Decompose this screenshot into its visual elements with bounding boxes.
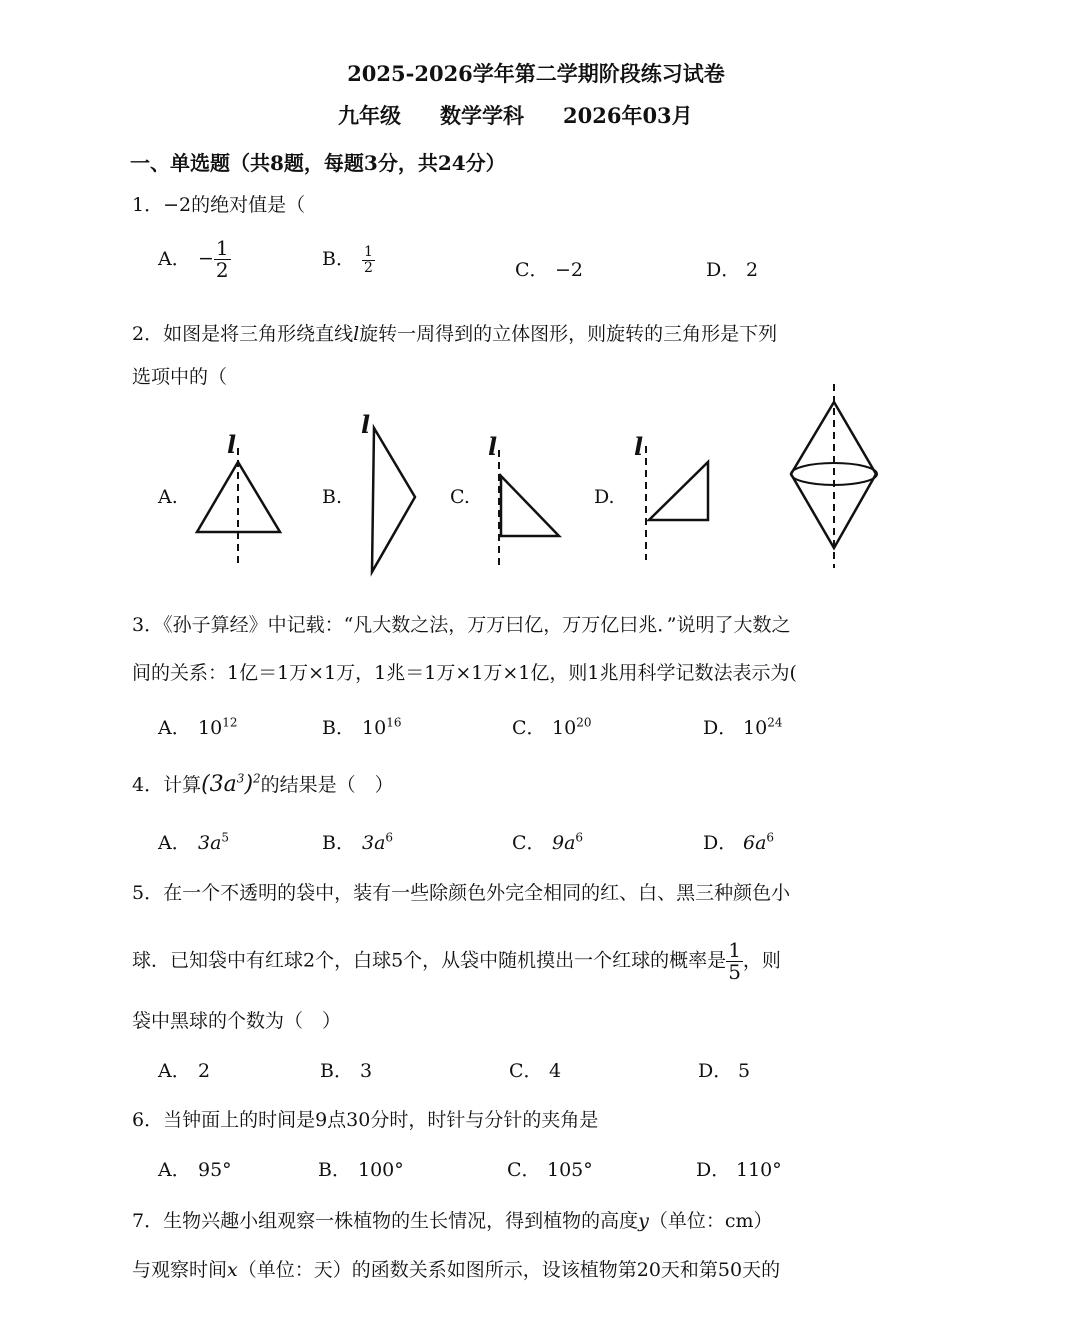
q2-a-axis-label: l [227, 430, 237, 459]
q1-b-numerator: 1 [364, 243, 373, 260]
q4-a-label: A． [158, 832, 191, 854]
q5-d-label: D． [698, 1060, 733, 1082]
q5-option-a [158, 1056, 210, 1083]
q6-option-d [696, 1155, 782, 1182]
q6-option-c [507, 1155, 593, 1182]
q4-stem-a: 4．计算 [132, 774, 202, 796]
q6-d-text: 110° [736, 1159, 782, 1181]
q4-b-exp: 6 [385, 830, 394, 845]
q6-c-text: 105° [547, 1159, 593, 1181]
q4-option-d [703, 828, 774, 855]
q1-c-text: −2 [555, 259, 584, 281]
q2-b-axis-label: l [361, 410, 371, 439]
q5-probability-fraction [726, 940, 743, 983]
q5-a-text: 2 [198, 1060, 211, 1082]
q4-a-exp: 5 [221, 830, 230, 845]
q5-a-label: A． [158, 1060, 191, 1082]
q2-line1-b: 旋转一周得到的立体图形，则旋转的三角形是下列 [359, 323, 778, 345]
exam-date: 2026年03月 [563, 103, 693, 128]
q2-label-a: A. [158, 486, 178, 508]
q1-a-denominator: 2 [215, 258, 229, 282]
q6-stem: 6．当钟面上的时间是9点30分时，时针与分针的夹角是 [132, 1109, 599, 1131]
q5-line2 [132, 940, 781, 983]
section-heading: 一、单选题（共8题，每题3分，共24分） [130, 151, 506, 175]
q7-line1-a: 7．生物兴趣小组观察一株植物的生长情况，得到植物的高度 [132, 1210, 639, 1232]
q3-option-b [322, 713, 401, 740]
q6-b-label: B． [318, 1159, 351, 1181]
q5-line2-b: ，则 [742, 949, 781, 972]
q3-c-label: C． [512, 717, 546, 739]
q7-line2 [132, 1255, 780, 1282]
q7-var-x: x [227, 1259, 238, 1281]
q1-b-label: B． [322, 248, 355, 270]
q4-option-a [158, 828, 229, 855]
q5-option-d [698, 1056, 750, 1083]
q3-d-exp: 24 [767, 715, 783, 730]
q4-c-exp: 6 [575, 830, 584, 845]
q2-figure-d [646, 446, 708, 560]
q3-b-label: B． [322, 717, 355, 739]
q7-line1 [132, 1206, 773, 1233]
q4-a-coef: 3a [198, 832, 222, 854]
q3-c-exp: 20 [576, 715, 592, 730]
q5-c-label: C． [509, 1060, 543, 1082]
q2-label-b: B. [322, 486, 343, 508]
q5-frac-den: 5 [728, 960, 741, 984]
q3-d-label: D． [703, 717, 738, 739]
q3-a-base: 10 [198, 717, 223, 739]
q5-b-label: B． [320, 1060, 353, 1082]
q5-option-c [509, 1056, 561, 1083]
q4-option-b [322, 828, 393, 855]
q3-line1: 3．《孙子算经》中记载：“凡大数之法，万万曰亿，万万亿曰兆．”说明了大数之 [132, 614, 791, 636]
q3-d-base: 10 [743, 717, 768, 739]
q1-b-denominator: 2 [364, 259, 373, 276]
q4-expr [201, 772, 261, 797]
grade: 九年级 [338, 103, 401, 128]
q2-figure-a [197, 448, 280, 565]
q7-line2-a: 与观察时间 [132, 1259, 228, 1281]
q4-expr-inner-exp: 3 [236, 771, 245, 786]
q1-d-label: D． [706, 259, 741, 281]
q4-d-coef: 6a [743, 832, 767, 854]
q5-frac-num: 1 [728, 938, 741, 962]
q6-d-label: D． [696, 1159, 731, 1181]
q3-b-base: 10 [362, 717, 387, 739]
q5-line1: 5．在一个不透明的袋中，装有一些除颜色外完全相同的红、白、黑三种颜色小 [132, 882, 791, 904]
q6-c-label: C． [507, 1159, 541, 1181]
q5-line2-a: 球．已知袋中有红球2个，白球5个，从袋中随机摸出一个红球的概率是 [132, 949, 727, 972]
q5-b-text: 3 [360, 1060, 373, 1082]
q6-option-a [158, 1155, 232, 1182]
q4-d-label: D． [703, 832, 738, 854]
q2-d-triangle [649, 462, 708, 520]
q1-a-sign: − [198, 247, 214, 270]
q5-option-b [320, 1056, 372, 1083]
q2-c-triangle [501, 476, 559, 536]
q1-a-numerator: 1 [215, 236, 229, 260]
q6-a-text: 95° [198, 1159, 232, 1181]
q2-solid-figure [791, 384, 877, 568]
q2-figure-c [499, 450, 559, 565]
q6-b-text: 100° [358, 1159, 404, 1181]
q1-stem: 1．−2的绝对值是（ [132, 194, 306, 216]
q3-a-exp: 12 [222, 715, 238, 730]
q4-expr-outer-exp: 2 [253, 771, 261, 786]
q4-stem [132, 770, 394, 797]
q4-c-coef: 9a [552, 832, 576, 854]
q3-c-base: 10 [552, 717, 577, 739]
q4-stem-b: 的结果是（ ） [260, 774, 394, 796]
q4-expr-close: ) [244, 772, 254, 797]
q3-option-a [158, 713, 237, 740]
q3-a-label: A． [158, 717, 191, 739]
q7-line2-b: （单位：天）的函数关系如图所示，设该植物第20天和第50天的 [237, 1259, 781, 1281]
q2-label-d: D. [594, 486, 615, 508]
q1-c-label: C． [515, 259, 549, 281]
q2-d-axis-label: l [634, 432, 644, 461]
q2-figure-b [372, 428, 415, 572]
q3-line2: 间的关系：1亿＝1万×1万，1兆＝1万×1万×1亿，则1兆用科学记数法表示为( [132, 662, 797, 684]
q3-option-d [703, 713, 782, 740]
subject: 数学学科 [440, 103, 524, 128]
q2-line2: 选项中的（ [132, 366, 228, 388]
q5-line3: 袋中黑球的个数为（ ） [132, 1010, 342, 1032]
q2-line1-a: 2．如图是将三角形绕直线 [132, 323, 354, 345]
exam-title: 2025-2026学年第二学期阶段练习试卷 [347, 61, 725, 86]
q3-b-exp: 16 [386, 715, 402, 730]
q3-option-c [512, 713, 591, 740]
q2-line-symbol: l [353, 323, 360, 345]
q7-var-y: y [638, 1210, 649, 1232]
q2-b-triangle [372, 428, 415, 572]
q5-d-text: 5 [738, 1060, 751, 1082]
q2-c-axis-label: l [488, 432, 498, 461]
q1-d-text: 2 [746, 259, 759, 281]
q6-a-label: A． [158, 1159, 191, 1181]
q4-c-label: C． [512, 832, 546, 854]
q4-option-c [512, 828, 583, 855]
q2-label-c: C. [450, 486, 470, 508]
q4-d-exp: 6 [766, 830, 775, 845]
q6-option-b [318, 1155, 404, 1182]
q5-c-text: 4 [549, 1060, 562, 1082]
q1-a-label: A． [158, 247, 191, 270]
q7-line1-b: （单位：cm） [648, 1210, 773, 1232]
q4-b-coef: 3a [362, 832, 386, 854]
q4-b-label: B． [322, 832, 355, 854]
q4-expr-open: (3a [201, 772, 237, 797]
